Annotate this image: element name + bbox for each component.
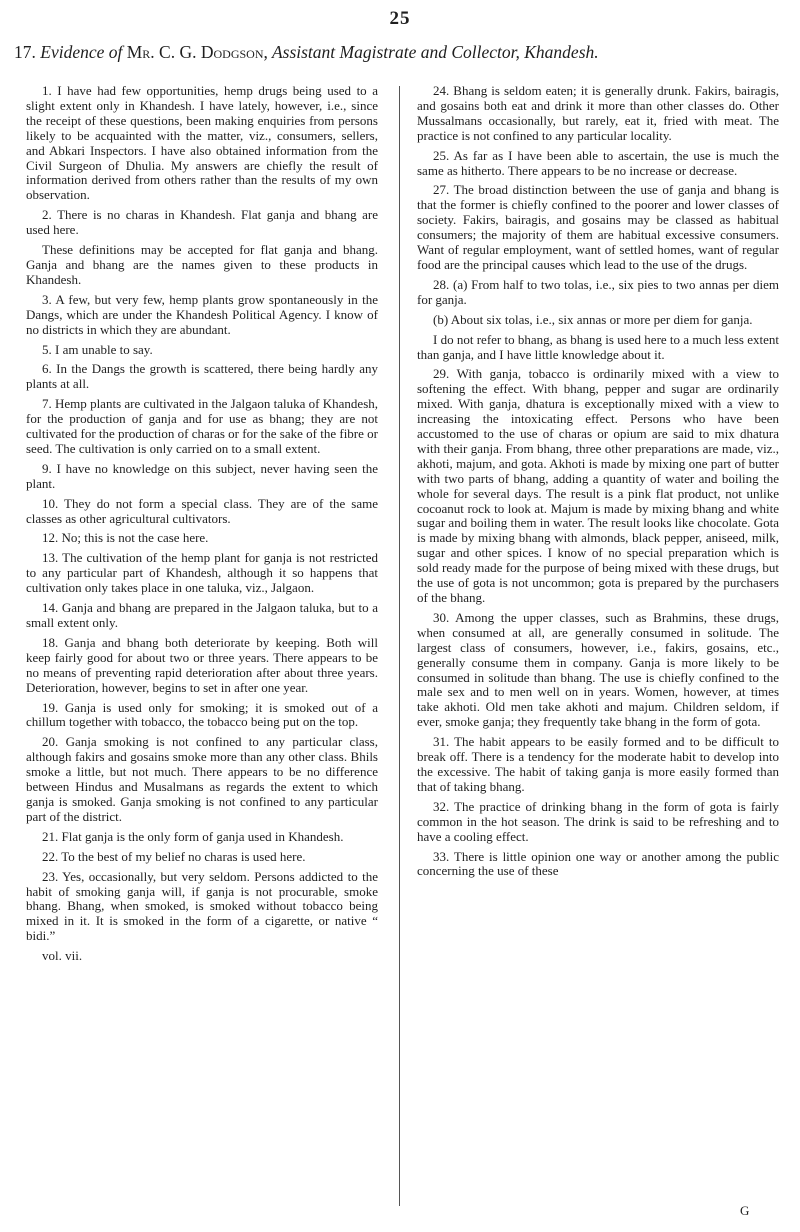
heading-number: 17.	[14, 42, 36, 62]
paragraph: 23. Yes, occasionally, but very seldom. Persons addicted to the habit of smoking ganja will, if ganja is not procurable, smoke bhang. Bhang, when smoked, is smoked without tobacco being mixed in it. It is smoked in the form of a cigarette, or native “ bidi.”	[26, 868, 378, 944]
paragraph: 3. A few, but very few, hemp plants grow spontaneously in the Dangs, which are under the Khandesh Political Agency. I know of no districts in which they are abundant.	[26, 291, 378, 337]
paragraph: 21. Flat ganja is the only form of ganja used in Khandesh.	[42, 828, 344, 844]
paragraph: 25. As far as I have been able to ascertain, the use is much the same as hitherto. There appears to be no increase or decrease.	[417, 147, 779, 178]
paragraph: 29. With ganja, tobacco is ordinarily mixed with a view to softening the effect. With bhang, pepper and sugar are ordinarily mixed. With ganja, dhatura is exceptionally mixed with a view to increasing the intoxicating effect. Persons who have been accustomed to the use of charas or opium are said to mix dhatura with their ganja. From bhang, three other preparations are made, viz., akhoti, majum, and gota. Akhoti is made by mixing one part of butter with two parts of bhang, adding a quantity of water and boiling the whole for several days. The result is a pink flat product, not unlike cocoanut rock to look at. Majum is made by mixing bhang and white sugar and boiling them in water. The result looks like chocolate. Gota is made by mixing bhang with almonds, black pepper, aniseed, milk, sugar and other spices. I know of no special preparation which is sold ready made for the purpose of being mixed with these drugs, but the use of gota is not uncommon; gota is prepared by the purchasers of the bhang.	[417, 366, 779, 605]
volume-footer: vol. vii.	[42, 948, 83, 964]
paragraph: 30. Among the upper classes, such as Brahmins, these drugs, when consumed at all, are generally consumed in solitude. The largest class of consumers, however, i.e., fakirs, gosains, etc., generally consume them in company. Ganja is more likely to be consumed in solitude than bhang. The use is chiefly confined to the male sex and to men well on in years. Women, however, at times take akhoti. Old men take akhoti and majum. Children seldom, if ever, smoke ganja; they frequently take bhang in the form of gota.	[417, 609, 779, 730]
heading-prefix: Evidence of	[40, 42, 123, 62]
paragraph: 20. Ganja smoking is not confined to any particular class, although fakirs and gosains smoke more than any other class. Bhils smoke a little, but not much. There appears to be no difference between Hindus and Musalmans as regards the extent to which ganja is smoked. Ganja smoking is not confined to any particular part of the district.	[26, 734, 378, 824]
paragraph: 19. Ganja is used only for smoking; it is smoked out of a chillum together with tobacco, the tobacco being put on the top.	[26, 699, 378, 730]
paragraph: 24. Bhang is seldom eaten; it is generally drunk. Fakirs, bairagis, and gosains both eat and drink it more than other classes do. Other Mussalmans occasionally, but rarely, eat it, fried with meat. The practice is not confined to any particular locality.	[417, 83, 779, 143]
paragraph: 2. There is no charas in Khandesh. Flat ganja and bhang are used here.	[26, 207, 378, 238]
column-divider	[399, 86, 400, 1206]
paragraph: 28. (a) From half to two tolas, i.e., six pies to two annas per diem for ganja.	[417, 276, 779, 307]
heading-suffix: Assistant Magistrate and Collector, Khandesh.	[271, 42, 599, 62]
paragraph: 6. In the Dangs the growth is scattered, there being hardly any plants at all.	[26, 361, 378, 392]
paragraph: 14. Ganja and bhang are prepared in the Jalgaon taluka, but to a small extent only.	[26, 600, 378, 630]
paragraph: 1. I have had few opportunities, hemp drugs being used to a slight extent only in Khandesh. I have lately, however, i.e., since the receipt of these questions, been making enquiries from persons likely to be acquainted with the matter, viz., consumers, sellers, and Abkari Inspectors. I have also obtained information from the Civil Surgeon of Dhulia. My answers are chiefly the result of information derived from others rather than the results of my own observation.	[26, 83, 378, 203]
paragraph: These definitions may be accepted for flat ganja and bhang. Ganja and bhang are the names given to these products in Khandesh.	[26, 242, 378, 287]
paragraph: 22. To the best of my belief no charas is used here.	[42, 848, 306, 864]
left-column	[26, 84, 378, 969]
paragraph: 7. Hemp plants are cultivated in the Jalgaon taluka of Khandesh, for the production of ganja and for use as bhang; they are not cultivated for the production of charas or for the sake of the fibre or seed. The cultivation is only carried on to a small extent.	[26, 396, 378, 456]
paragraph: 27. The broad distinction between the use of ganja and bhang is that the former is chiefly confined to the poorer and lower classes of society. Fakirs, bairagis, and gosains may be classed as habitual consumers; the majority of them are habitual excessive consumers. Want of regular employment, want of settled homes, want of regular food are the principal causes which lead to the use of the drugs.	[417, 182, 779, 272]
paragraph: 12. No; this is not the case here.	[42, 530, 209, 546]
heading-name: Mr. C. G. Dodgson,	[126, 42, 268, 62]
paragraph: 5. I am unable to say.	[42, 341, 153, 357]
paragraph: (b) About six tolas, i.e., six annas or more per diem for ganja.	[433, 311, 753, 327]
paragraph: 18. Ganja and bhang both deteriorate by keeping. Both will keep fairly good for about two or three years. There appears to be no means of preventing rapid deterioration after about three years. Deterioration, however, begins to set in after one year.	[26, 634, 378, 695]
signature-mark: G	[740, 1203, 750, 1218]
page-number: 25	[389, 8, 411, 29]
page-heading	[14, 40, 790, 64]
paragraph: 32. The practice of drinking bhang in the form of gota is fairly common in the hot season. The drink is said to be refreshing and to have a cooling effect.	[417, 798, 779, 844]
paragraph: 31. The habit appears to be easily formed and to be difficult to break off. There is a tendency for the moderate habit to develop into the excessive. The habit of taking ganja is more easily formed than that of taking bhang.	[417, 734, 779, 794]
right-column	[417, 84, 779, 884]
paragraph: 13. The cultivation of the hemp plant for ganja is not restricted to any particular part of Khandesh, although it so happens that cultivation only takes place in one taluka, viz., Jalgaon.	[26, 550, 378, 596]
paragraph: 10. They do not form a special class. They are of the same classes as other agricultural cultivators.	[26, 495, 378, 526]
paragraph: I do not refer to bhang, as bhang is used here to a much less extent than ganja, and I have little knowledge about it.	[417, 331, 779, 362]
paragraph: 9. I have no knowledge on this subject, never having seen the plant.	[26, 460, 378, 491]
paragraph: 33. There is little opinion one way or another among the public concerning the use of these	[417, 848, 779, 879]
